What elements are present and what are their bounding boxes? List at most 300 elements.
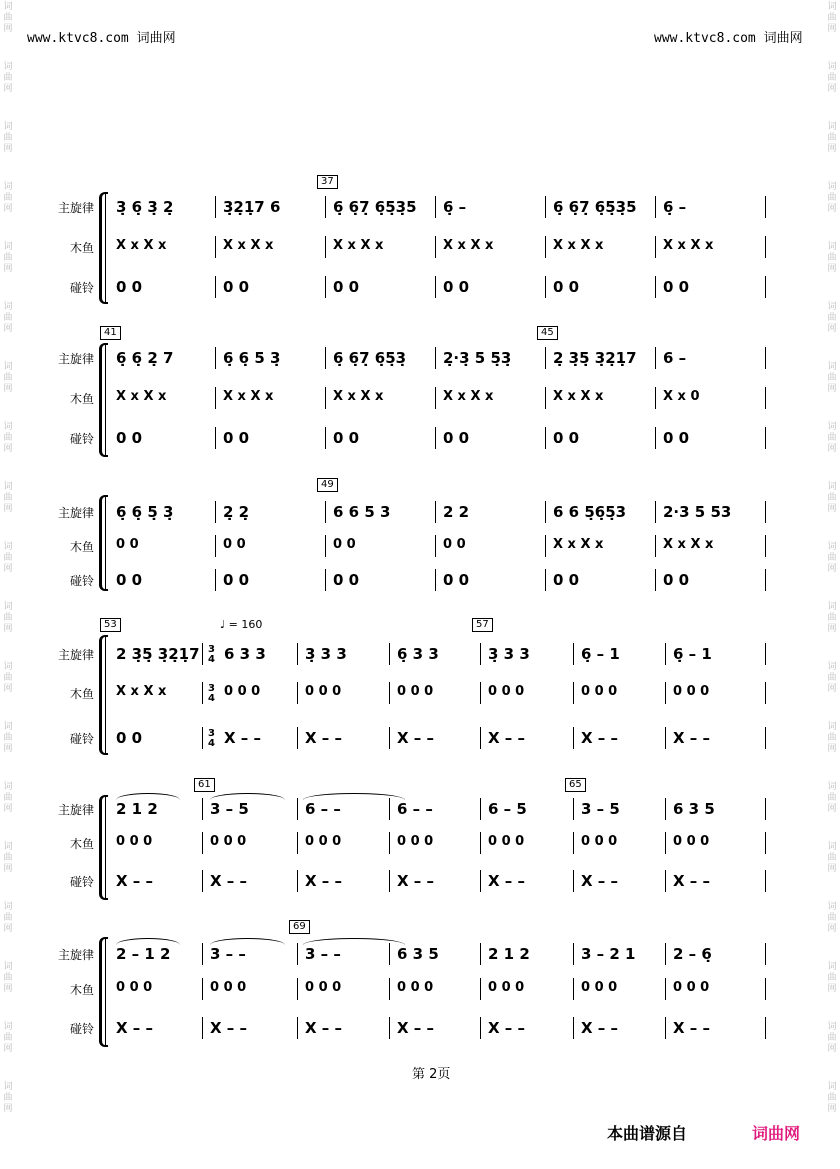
system-bracket: [99, 795, 108, 900]
score-system: [0, 921, 840, 1047]
measure-notes: X – –: [581, 872, 619, 890]
tie-arc: [210, 793, 285, 800]
measure-notes: 0 0 0: [305, 980, 342, 995]
measure-notes: 6 – –: [305, 800, 341, 818]
instrument-label: 木鱼: [69, 837, 94, 851]
measure-notes: X x X x: [116, 684, 167, 699]
barline: [215, 387, 216, 409]
measure-notes: 0 0 0: [210, 834, 247, 849]
measure-notes: 0 0 0: [673, 684, 710, 699]
measure-notes: 6 3 5: [673, 800, 715, 818]
barline: [325, 387, 326, 409]
measure-notes: 6 –: [663, 349, 687, 367]
measure-notes: 6̣ 6̣7̣ 6̣5̣3̣5: [553, 198, 637, 216]
score-system: [0, 779, 840, 900]
measure-number: 61: [194, 778, 215, 792]
barline: [325, 196, 326, 218]
instrument-label: 碰铃: [69, 281, 94, 295]
measure-notes: 0 0 0: [116, 834, 153, 849]
measure-notes: 3 – –: [305, 945, 341, 963]
watermark-text: 词 曲 网: [3, 482, 13, 514]
tempo-marking: ♩ = 160: [220, 618, 263, 631]
measure-notes: 0 0: [333, 571, 360, 589]
barline: [665, 978, 666, 1000]
barline: [655, 347, 656, 369]
barline: [389, 870, 390, 892]
barline: [325, 276, 326, 298]
measure-notes: X – –: [305, 729, 343, 747]
source-label: 本曲谱源自: [607, 1124, 688, 1143]
barline: [297, 798, 298, 820]
measure-notes: 0 0 0: [488, 684, 525, 699]
watermark-text: 词 曲 网: [3, 362, 13, 394]
time-signature-top: 3: [208, 644, 215, 655]
barline: [765, 427, 766, 449]
barline: [389, 682, 390, 704]
barline: [325, 569, 326, 591]
measure-notes: X – –: [116, 1019, 154, 1037]
measure-notes: 3̣2̣1̣7 6: [223, 198, 281, 216]
barline: [325, 236, 326, 258]
measure-notes: 0 0 0: [581, 980, 618, 995]
barline: [665, 1017, 666, 1039]
measure-number: 57: [472, 618, 493, 632]
system-start-line: [105, 495, 106, 591]
barline: [215, 535, 216, 557]
watermark-text: 词 曲 网: [827, 1082, 837, 1114]
watermark-text: 词 曲 网: [827, 962, 837, 994]
measure-notes: 6̣ 6̣ 5 3̣: [223, 349, 281, 367]
barline: [573, 727, 574, 749]
instrument-label: 碰铃: [69, 732, 94, 746]
barline: [202, 832, 203, 854]
measure-notes: 3̣ 3 3: [488, 645, 530, 663]
measure-notes: X x X x: [663, 537, 714, 552]
measure-notes: 0 0 0: [673, 834, 710, 849]
score-system: [0, 176, 840, 304]
measure-notes: 2 – 1 2: [116, 945, 171, 963]
measure-notes: 6 6 5̣6̣5̣3: [553, 503, 627, 521]
barline: [435, 276, 436, 298]
measure-notes: 0 0: [333, 278, 360, 296]
measure-notes: 0 0: [663, 278, 690, 296]
barline: [765, 236, 766, 258]
barline: [480, 978, 481, 1000]
barline: [435, 196, 436, 218]
watermark-text: 词 曲 网: [827, 182, 837, 214]
barline: [215, 276, 216, 298]
watermark-text: 词 曲 网: [827, 242, 837, 274]
barline: [545, 535, 546, 557]
barline: [297, 870, 298, 892]
barline: [665, 798, 666, 820]
watermark-text: 词 曲 网: [827, 62, 837, 94]
measure-notes: X x X x: [223, 389, 274, 404]
measure-notes: 0 0 0: [397, 980, 434, 995]
measure-notes: 0 0: [663, 429, 690, 447]
measure-notes: 3 – 2 1: [581, 945, 636, 963]
measure-notes: 0 0 0: [305, 684, 342, 699]
barline: [573, 1017, 574, 1039]
measure-notes: X x X x: [443, 238, 494, 253]
measure-notes: 0 0: [223, 278, 250, 296]
measure-notes: X – –: [673, 729, 711, 747]
score-system: [0, 327, 840, 457]
barline: [202, 727, 203, 749]
barline: [435, 427, 436, 449]
time-signature-bottom: 4: [208, 654, 215, 665]
measure-notes: 3̣ 3 3: [305, 645, 347, 663]
measure-number: 65: [565, 778, 586, 792]
measure-notes: 0 0: [116, 429, 143, 447]
system-start-line: [105, 937, 106, 1047]
barline: [297, 978, 298, 1000]
time-signature-top: 3: [208, 683, 215, 694]
watermark-text: 词 曲 网: [3, 62, 13, 94]
measure-notes: 0 0 0: [488, 834, 525, 849]
watermark-text: 词 曲 网: [3, 602, 13, 634]
system-start-line: [105, 635, 106, 755]
barline: [480, 1017, 481, 1039]
header-site-left: www.ktvc8.com 词曲网: [27, 31, 176, 46]
measure-notes: 6̣ –: [663, 198, 687, 216]
barline: [765, 1017, 766, 1039]
barline: [765, 347, 766, 369]
measure-notes: 0 0 0: [116, 980, 153, 995]
time-signature: [208, 729, 215, 749]
time-signature-bottom: 4: [208, 693, 215, 704]
barline: [655, 427, 656, 449]
tie-arc: [116, 793, 180, 800]
barline: [202, 643, 203, 665]
tie-arc: [303, 938, 405, 945]
watermark-text: 词 曲 网: [3, 1022, 13, 1054]
measure-notes: X – –: [488, 729, 526, 747]
measure-notes: 0 0: [223, 429, 250, 447]
barline: [435, 501, 436, 523]
barline: [655, 236, 656, 258]
watermark-text: 词 曲 网: [3, 242, 13, 274]
barline: [297, 943, 298, 965]
barline: [765, 870, 766, 892]
measure-notes: 0 0: [553, 571, 580, 589]
system-start-line: [105, 192, 106, 304]
barline: [655, 387, 656, 409]
measure-notes: 6̣ – 1: [673, 645, 712, 663]
measure-number: 53: [100, 618, 121, 632]
instrument-label: 主旋律: [57, 803, 94, 817]
barline: [435, 387, 436, 409]
instrument-label: 木鱼: [69, 241, 94, 255]
measure-notes: X x X x: [443, 389, 494, 404]
watermark-text: 词 曲 网: [3, 2, 13, 34]
tie-arc: [116, 938, 180, 945]
barline: [665, 870, 666, 892]
measure-notes: X – –: [581, 1019, 619, 1037]
measure-notes: 6 6 5 3: [333, 503, 391, 521]
watermark-text: 词 曲 网: [3, 842, 13, 874]
barline: [665, 643, 666, 665]
barline: [573, 643, 574, 665]
measure-notes: X – –: [224, 729, 262, 747]
measure-notes: 0 0 0: [397, 834, 434, 849]
measure-notes: X – –: [305, 872, 343, 890]
measure-notes: X x 0: [663, 389, 700, 404]
watermark-text: 词 曲 网: [827, 602, 837, 634]
barline: [480, 870, 481, 892]
measure-notes: X x X x: [663, 238, 714, 253]
measure-notes: 0 0 0: [224, 684, 261, 699]
barline: [665, 727, 666, 749]
measure-number: 41: [100, 326, 121, 340]
barline: [655, 501, 656, 523]
instrument-label: 碰铃: [69, 875, 94, 889]
header-site-right: www.ktvc8.com 词曲网: [654, 31, 803, 46]
watermark-text: 词 曲 网: [827, 482, 837, 514]
barline: [215, 196, 216, 218]
instrument-label: 木鱼: [69, 983, 94, 997]
measure-notes: X x X x: [116, 238, 167, 253]
barline: [435, 535, 436, 557]
system-start-line: [105, 795, 106, 900]
measure-notes: 0 0: [116, 571, 143, 589]
measure-notes: X x X x: [553, 537, 604, 552]
measure-notes: 2 – 6̣: [673, 945, 712, 963]
measure-notes: X – –: [397, 1019, 435, 1037]
barline: [765, 832, 766, 854]
measure-notes: 2 3̣5̣ 3̣2̣1̣7: [116, 645, 200, 663]
measure-notes: 0 0: [116, 537, 139, 552]
barline: [765, 798, 766, 820]
barline: [665, 682, 666, 704]
system-bracket: [99, 635, 108, 755]
measure-notes: 6̣ 3 3: [397, 645, 439, 663]
instrument-label: 主旋律: [57, 352, 94, 366]
measure-notes: 0 0 0: [488, 980, 525, 995]
system-start-line: [105, 343, 106, 457]
measure-notes: 6̣ –: [443, 198, 467, 216]
barline: [480, 832, 481, 854]
measure-notes: 0 0 0: [210, 980, 247, 995]
system-bracket: [99, 192, 108, 304]
instrument-label: 碰铃: [69, 574, 94, 588]
measure-notes: 6 – 5: [488, 800, 527, 818]
barline: [765, 276, 766, 298]
watermark-text: 词 曲 网: [3, 902, 13, 934]
barline: [545, 569, 546, 591]
barline: [665, 943, 666, 965]
barline: [765, 943, 766, 965]
barline: [765, 535, 766, 557]
watermark-text: 词 曲 网: [827, 1022, 837, 1054]
time-signature: [208, 645, 215, 665]
measure-notes: 6 3 5: [397, 945, 439, 963]
barline: [435, 569, 436, 591]
barline: [325, 535, 326, 557]
measure-number: 49: [317, 478, 338, 492]
system-bracket: [99, 343, 108, 457]
measure-notes: X x X x: [116, 389, 167, 404]
measure-notes: 0 0 0: [673, 980, 710, 995]
barline: [765, 978, 766, 1000]
measure-number: 45: [537, 326, 558, 340]
barline: [480, 682, 481, 704]
barline: [202, 870, 203, 892]
instrument-label: 碰铃: [69, 1022, 94, 1036]
instrument-label: 木鱼: [69, 687, 94, 701]
watermark-text: 词 曲 网: [3, 422, 13, 454]
measure-notes: X – –: [673, 1019, 711, 1037]
measure-notes: 0 0: [116, 729, 143, 747]
barline: [480, 798, 481, 820]
watermark-text: 词 曲 网: [827, 2, 837, 34]
watermark-text: 词 曲 网: [827, 422, 837, 454]
measure-notes: 3 – –: [210, 945, 246, 963]
watermark-text: 词 曲 网: [3, 1082, 13, 1114]
barline: [573, 832, 574, 854]
barline: [573, 682, 574, 704]
barline: [573, 798, 574, 820]
barline: [202, 1017, 203, 1039]
measure-notes: 0 0: [223, 571, 250, 589]
barline: [325, 501, 326, 523]
watermark-text: 词 曲 网: [827, 902, 837, 934]
measure-notes: X x X x: [553, 389, 604, 404]
measure-notes: 6̣ 6̣7̣ 6̣5̣3̣: [333, 349, 407, 367]
barline: [389, 727, 390, 749]
barline: [389, 832, 390, 854]
barline: [215, 501, 216, 523]
measure-notes: 0 0 0: [397, 684, 434, 699]
page-number: 第 2页: [412, 1067, 451, 1082]
measure-notes: 6 3 3: [224, 645, 266, 663]
barline: [480, 643, 481, 665]
watermark-text: 词 曲 网: [3, 122, 13, 154]
instrument-label: 主旋律: [57, 201, 94, 215]
barline: [297, 682, 298, 704]
barline: [545, 427, 546, 449]
measure-notes: 0 0: [116, 278, 143, 296]
barline: [765, 569, 766, 591]
watermark-text: 词 曲 网: [3, 962, 13, 994]
barline: [765, 387, 766, 409]
barline: [215, 347, 216, 369]
measure-notes: X x X x: [553, 238, 604, 253]
barline: [297, 1017, 298, 1039]
watermark-text: 词 曲 网: [827, 782, 837, 814]
measure-notes: 0 0: [443, 571, 470, 589]
watermark-text: 词 曲 网: [3, 182, 13, 214]
score-system: [0, 479, 840, 591]
measure-notes: 0 0 0: [305, 834, 342, 849]
measure-notes: X – –: [210, 872, 248, 890]
system-bracket: [99, 937, 108, 1047]
time-signature: [208, 684, 215, 704]
measure-notes: 0 0 0: [581, 684, 618, 699]
barline: [389, 978, 390, 1000]
measure-notes: 2̣·3̣ 5 5̣3̣: [443, 349, 512, 367]
measure-notes: 2 1 2: [116, 800, 158, 818]
barline: [215, 427, 216, 449]
measure-notes: X x X x: [333, 238, 384, 253]
barline: [202, 978, 203, 1000]
barline: [665, 832, 666, 854]
barline: [215, 236, 216, 258]
barline: [435, 236, 436, 258]
barline: [325, 347, 326, 369]
measure-notes: 2 2: [443, 503, 470, 521]
measure-notes: 2̣ 2̣: [223, 503, 250, 521]
watermark-text: 词 曲 网: [827, 842, 837, 874]
barline: [389, 1017, 390, 1039]
measure-notes: 3 – 5: [581, 800, 620, 818]
barline: [655, 276, 656, 298]
instrument-label: 主旋律: [57, 506, 94, 520]
measure-notes: 3̣ 6̣ 3̣ 2̣: [116, 198, 174, 216]
measure-notes: 0 0: [663, 571, 690, 589]
measure-notes: 0 0: [333, 537, 356, 552]
watermark-text: 词 曲 网: [3, 722, 13, 754]
watermark-text: 词 曲 网: [827, 662, 837, 694]
barline: [435, 347, 436, 369]
barline: [545, 387, 546, 409]
measure-notes: 3 – 5: [210, 800, 249, 818]
measure-notes: X – –: [397, 729, 435, 747]
watermark-text: 词 曲 网: [827, 542, 837, 574]
measure-notes: 0 0: [443, 537, 466, 552]
barline: [765, 682, 766, 704]
watermark-text: 词 曲 网: [827, 722, 837, 754]
barline: [655, 196, 656, 218]
watermark-text: 词 曲 网: [3, 302, 13, 334]
measure-notes: X x X x: [223, 238, 274, 253]
barline: [480, 727, 481, 749]
measure-number: 37: [317, 175, 338, 189]
barline: [765, 196, 766, 218]
measure-notes: 6̣ 6̣7̣ 6̣5̣3̣5: [333, 198, 417, 216]
measure-notes: X – –: [305, 1019, 343, 1037]
barline: [297, 832, 298, 854]
measure-notes: 0 0: [553, 429, 580, 447]
measure-notes: 6̣ 6̣ 5̣ 3̣: [116, 503, 174, 521]
barline: [389, 643, 390, 665]
system-bracket: [99, 495, 108, 591]
barline: [545, 236, 546, 258]
watermark-text: 词 曲 网: [827, 122, 837, 154]
barline: [480, 943, 481, 965]
barline: [573, 978, 574, 1000]
barline: [297, 727, 298, 749]
measure-notes: 6 – –: [397, 800, 433, 818]
barline: [545, 347, 546, 369]
barline: [655, 569, 656, 591]
time-signature-bottom: 4: [208, 738, 215, 749]
measure-notes: 0 0: [553, 278, 580, 296]
measure-notes: 0 0: [223, 537, 246, 552]
instrument-label: 碰铃: [69, 432, 94, 446]
instrument-label: 主旋律: [57, 648, 94, 662]
measure-notes: X – –: [116, 872, 154, 890]
measure-notes: 0 0: [443, 278, 470, 296]
measure-notes: X – –: [210, 1019, 248, 1037]
barline: [573, 870, 574, 892]
barline: [202, 943, 203, 965]
measure-notes: 2·3 5 53: [663, 503, 732, 521]
measure-notes: X – –: [581, 729, 619, 747]
watermark-text: 词 曲 网: [3, 782, 13, 814]
barline: [389, 798, 390, 820]
watermark-text: 词 曲 网: [827, 362, 837, 394]
